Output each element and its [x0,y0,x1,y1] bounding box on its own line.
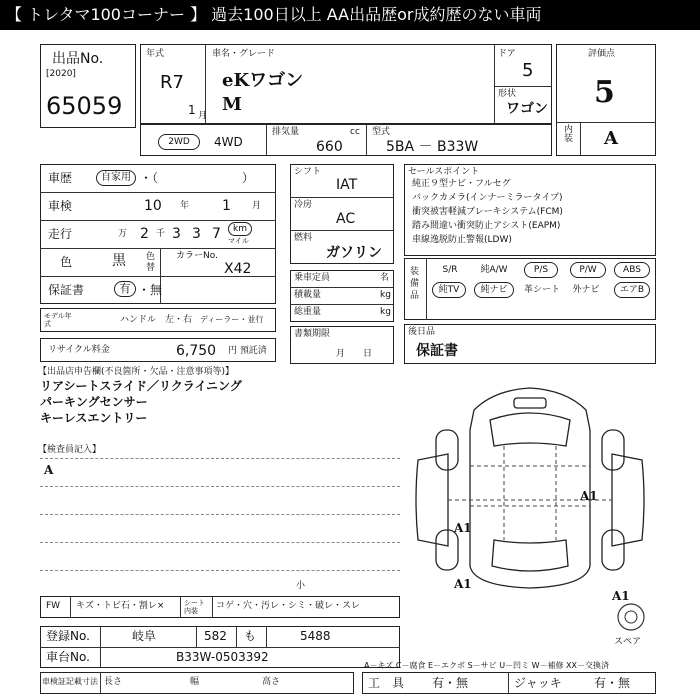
car-diagram [404,370,656,598]
shift-label: シフト [294,167,322,177]
mileage-sen: 千 [156,229,166,239]
body-label: 形状 [498,89,517,99]
mileage-digit-1: 2 [140,226,149,242]
seat-label: シート内装 [184,599,205,615]
tools-value: 有・無 [432,676,469,690]
mileage-digit-3: 3 [192,226,201,242]
note-line-2: パーキングセンサー [40,395,148,409]
reg-class: 582 [204,629,227,643]
month: 1 [188,103,196,117]
dealer-label: ディーラー・並行 [200,315,264,324]
handle-label: ハンドル 左・右 [120,315,193,325]
score: 5 [594,75,615,110]
size-label: 車検証記載寸法 [42,677,98,686]
color-value: 黒 [112,253,126,269]
equip-navi: 純ナビ [474,282,514,298]
fw-label: FW [46,601,61,611]
mile-label: マイル [228,237,249,245]
mileage-digit-4: 7 [212,226,221,242]
model-label: 型式 [372,127,391,137]
reg-number: 5488 [300,629,331,643]
tools-label: 工 具 [368,676,405,690]
size-length: 長さ [104,677,123,687]
load-label: 積載量 [294,290,322,300]
equip-pw: P/W [570,262,606,278]
month-unit: 月 [198,111,208,121]
sales-label: セールスポイント [408,167,480,177]
model-year-label: モデル年式 [44,312,72,328]
reg-label: 登録No. [46,629,90,643]
equip-label: 装備品 [410,267,420,301]
nenshiki-label: 年式 [146,49,165,59]
recycle-label: リサイクル料金 [48,345,110,355]
shaken-year-unit: 年 [180,201,190,211]
mileage-digit-2: 3 [172,226,181,242]
sales-point-3: 衝突被害軽減ブレーキシステム(FCM) [412,207,563,217]
colorno-label: カラーNo. [176,251,218,261]
equip-ext-navi: 外ナビ [572,285,600,295]
equip-tv: 純TV [432,282,466,298]
load-unit: kg [380,290,391,300]
damage-code-legend: A－キズ C－腐食 E－エクボ S－サビ U－凹ミ W－補修 XX－交換済 [364,661,610,670]
size-width: 幅 [190,677,200,687]
capacity-label: 乗車定員 [294,273,331,283]
doors: 5 [522,60,534,81]
spec-box [140,124,552,156]
spare-tire-icon [616,602,646,632]
door-label: ドア [498,49,516,59]
sales-point-5: 車線逸脱防止警報(LDW) [412,235,512,245]
interior-score: A [604,128,618,149]
equip-abs: ABS [614,262,650,278]
model-code: 5BA － B33W [386,139,479,155]
vin-label: 車台No. [46,650,90,664]
lot-label: 出品No. [52,51,104,67]
drive-4wd: 4WD [214,135,243,149]
history-rest: ・（ ） [140,171,255,185]
damage-mark-2: A1 [454,521,472,535]
damage-mark-1: A1 [580,489,598,503]
equip-airbag: エアB [614,282,650,298]
damage-mark-4: A1 [612,589,630,603]
after-label: 後日品 [408,327,436,337]
warranty-label: 保証書 [48,283,85,297]
equip-sr: S/R [442,265,458,275]
reg-kana: も [244,629,257,643]
jack-label: ジャッキ [514,676,562,690]
ac-value: AC [336,211,356,227]
weight-unit: kg [380,307,391,317]
notes-label: 【出品店申告欄(不良箇所・欠品・注意事項等)】 [38,367,235,377]
mileage-man: 万 [118,229,128,239]
colorno-value: X42 [224,261,252,277]
equip-ps: P/S [524,262,558,278]
interior-label: 内装 [564,125,574,144]
disp-label: 排気量 [272,127,300,137]
jack-value: 有・無 [594,676,631,690]
sales-point-4: 踏み間違い衝突防止アシスト(EAPM) [412,221,561,231]
inspector-label: 【検査員記入】 [38,445,102,455]
color-change: 色替 [146,252,156,273]
spare-label: スペア [614,637,642,647]
grade: M [222,94,242,115]
year-tag: [2020] [46,69,76,79]
recycle-unit: 円 預託済 [228,346,267,356]
km-circle: km [228,222,252,236]
damage-mark-3: A1 [454,577,472,591]
note-line-3: キーレスエントリー [40,411,148,425]
after-value: 保証書 [416,343,458,359]
fuel-label: 燃料 [294,233,313,243]
drive-2wd-circle: 2WD [158,134,200,150]
expire-unit: 月 日 [336,349,373,359]
weight-label: 総重量 [294,307,322,317]
displacement: 660 [316,139,343,155]
disp-unit: cc [350,127,360,137]
reg-place: 岐阜 [132,629,157,643]
equip-alloy: 純A/W [480,265,508,275]
shaken-month: 1 [222,198,231,214]
history-circle: 自家用 [96,170,136,186]
vin-value: B33W-0503392 [176,650,269,664]
shift-value: IAT [336,177,358,193]
mileage-label: 走行 [48,227,73,241]
warranty-no: ・無 [138,283,163,297]
recycle-value: 6,750 [176,343,217,359]
sales-point-2: バックカメラ(インナーミラータイプ) [412,193,563,203]
fuel-value: ガソリン [326,245,382,261]
sales-point-1: 純正９型ナビ・フルセグ [412,179,511,189]
size-height: 高さ [262,677,281,687]
ac-label: 冷房 [294,200,313,210]
lot-number: 65059 [46,92,123,120]
capacity-unit: 名 [380,273,390,283]
body-type: ワゴン [506,101,548,117]
header-banner: 【 トレタマ100コーナー 】 過去100日以上 AA出品歴or成約歴のない車両 [0,0,700,30]
color-label: 色 [60,255,73,269]
inspector-note: A [44,463,54,477]
shaken-month-unit: 月 [252,201,262,211]
seat-text: コゲ・穴・汚レ・シミ・破レ・スレ [216,601,361,611]
equip-leather: 革シート [523,285,560,295]
note-line-1: リアシートスライド／リクライニング [40,379,242,393]
nenshiki: R7 [160,72,184,93]
history-label: 車歴 [48,171,73,185]
damage-small-mark: 小 [296,581,306,591]
expire-label: 書類期限 [294,329,331,339]
car-name: eKワゴン [222,70,304,91]
score-label: 評価点 [588,49,616,59]
fw-text: キズ・トビ石・割レ× [76,601,165,611]
warranty-yes: 有 [114,281,136,297]
shaken-year: 10 [144,198,162,214]
car-name-label: 車名・グレード [212,49,276,59]
shaken-label: 車検 [48,199,73,213]
